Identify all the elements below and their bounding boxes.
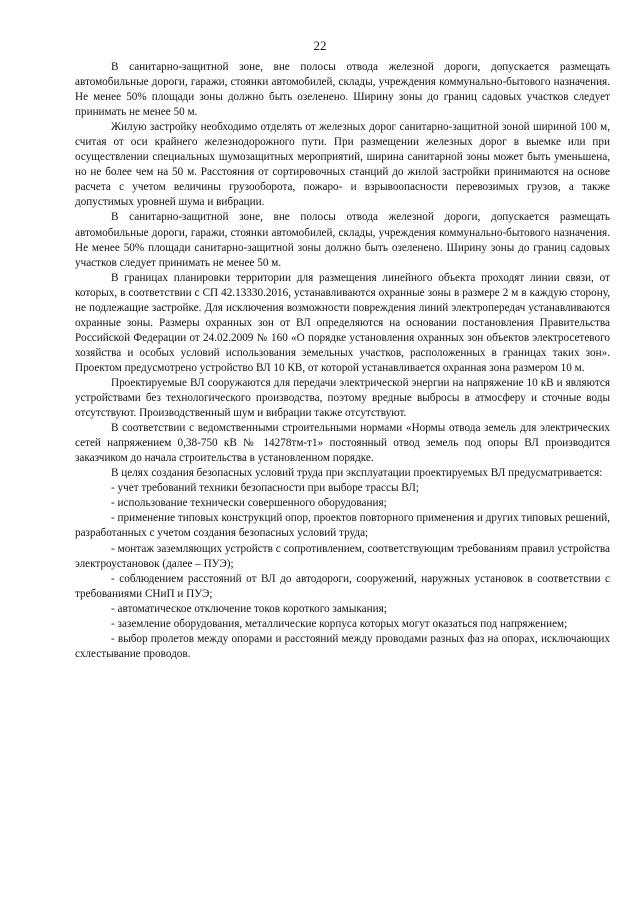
list-item: - использование технически совершенного оборудования; xyxy=(111,497,387,510)
document-body xyxy=(75,60,610,662)
paragraph-sanitary-zone-2: В санитарно-защитной зоне, вне полосы отвода железной дороги, допускается размещать автомобильные дороги, гаражи, стоянки автомобилей, склады, учреждения коммунально-бытового назначения. Не менее 50% площади санитарно-защитной зоны должно быть озеленено. Ширину зоны до границ садовых участков следует принимать не менее 50 м. xyxy=(75,211,610,269)
list-item: - соблюдением расстояний от ВЛ до автодороги, сооружений, наружных установок в соответствии с требованиями СНиП и ПУЭ; xyxy=(75,572,610,600)
page-number: 22 xyxy=(313,38,327,53)
paragraph-safety-intro: В целях создания безопасных условий труда при эксплуатации проектируемых ВЛ предусматривается: xyxy=(111,467,603,480)
list-item: - автоматическое отключение токов короткого замыкания; xyxy=(111,602,387,615)
list-item: - учет требований техники безопасности при выборе трассы ВЛ; xyxy=(111,482,419,495)
paragraph-sanitary-zone-1: В санитарно-защитной зоне, вне полосы отвода железной дороги, допускается размещать автомобильные дороги, гаражи, стоянки автомобилей, склады, учреждения коммунально-бытового назначения. Не менее 50% площади зоны должно быть озеленено. Ширину зоны до границ садовых участков следует принимать не менее 50 м. xyxy=(75,61,610,119)
paragraph-land-allocation: В соответствии с ведомственными строительными нормами «Нормы отвода земель для электрических сетей напряжением 0,38-750 кВ № 14278тм-т1» постоянный отвод земель под опоры ВЛ производится заказчиком до начала строительства в установленном порядке. xyxy=(75,422,610,465)
paragraph-protection-zones: В границах планировки территории для размещения линейного объекта проходят линии связи, от которых, в соответствии с СП 42.13330.2016, устанавливаются охранные зоны в размере 2 м в каждую сторону, не подлежащие застройке. Для исключения возможности повреждения линий электропередач устанавливаются охранные зоны. Размеры охранных зон от ВЛ определяются на основании постановления Правительства Российской Федерации от 24.02.2009 № 160 «О порядке установления охранных зон объектов электросетевого хозяйства и особых условий использования земельных участков, расположенных в границах таких зон». Проектом предусмотрено устройство ВЛ 10 КВ, от которой устанавливается охранная зона размером 10 м. xyxy=(75,271,610,374)
list-item: - применение типовых конструкций опор, проектов повторного применения и других типовых решений, разработанных с учетом создания безопасных условий труда; xyxy=(75,512,610,540)
list-item: - монтаж заземляющих устройств с сопротивлением, соответствующим требованиям правил устройства электроустановок (далее – ПУЭ); xyxy=(75,542,610,570)
paragraph-residential-buffer: Жилую застройку необходимо отделять от железных дорог санитарно-защитной зоной шириной 100 м, считая от оси крайнего железнодорожного пути. При размещении железных дорог в выемке или при осуществлении специальных шумозащитных мероприятий, ширина санитарной зоны может быть уменьшена, но не более чем на 50 м. Расстояния от сортировочных станций до жилой застройки принимаются на основе расчета с учетом величины грузооборота, пожаро- и взрывоопасности перевозимых грузов, а также допустимых уровней шума и вибрации. xyxy=(75,121,610,209)
list-item: - заземление оборудования, металлические корпуса которых могут оказаться под напряжением; xyxy=(111,617,568,630)
paragraph-power-line-emissions: Проектируемые ВЛ сооружаются для передачи электрической энергии на напряжение 10 кВ и являются устройствами без технологического производства, поэтому вредные выбросы в атмосферу и сточные воды отсутствуют. Производственный шум и вибрации также отсутствуют. xyxy=(75,376,610,420)
list-item: - выбор пролетов между опорами и расстояний между проводами разных фаз на опорах, исключающих схлестывание проводов. xyxy=(75,632,610,660)
